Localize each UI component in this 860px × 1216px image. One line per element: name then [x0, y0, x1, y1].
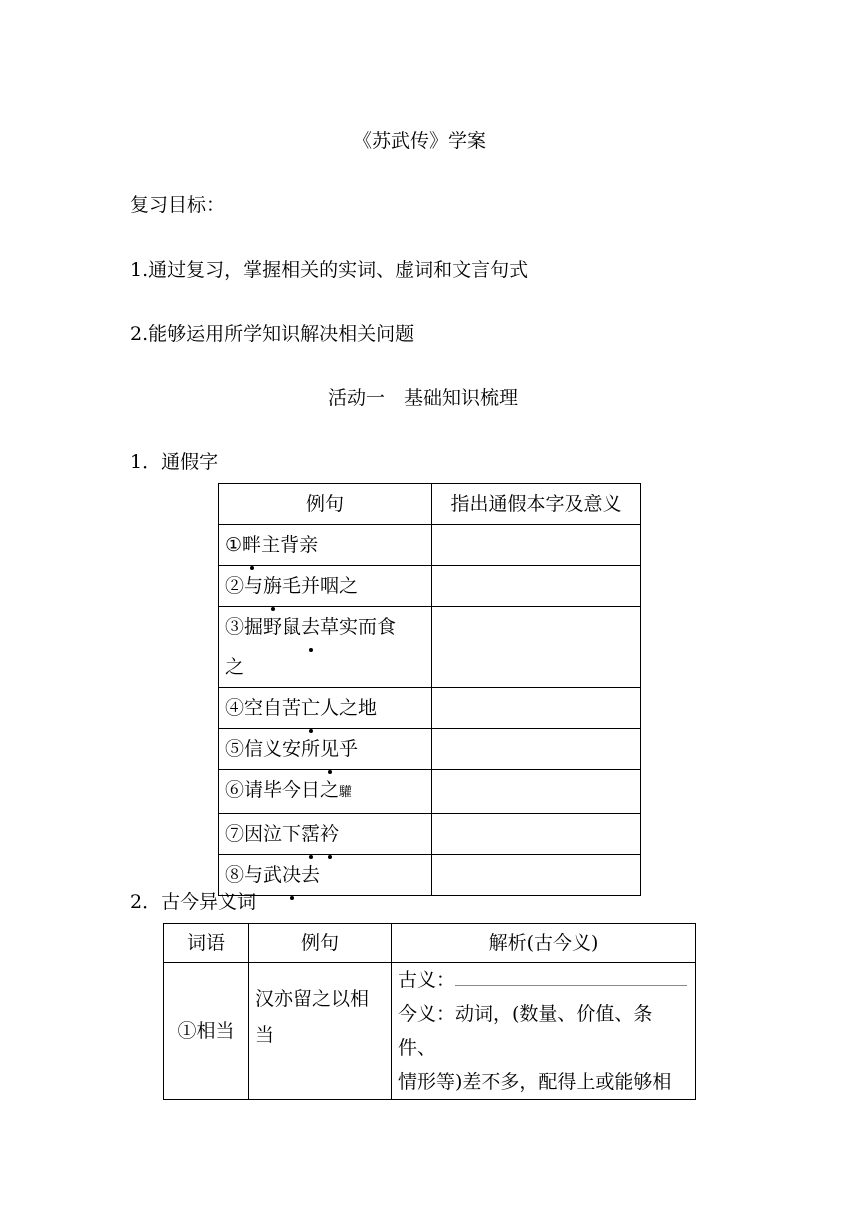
answer-cell[interactable] — [432, 770, 641, 814]
header-example: 例句 — [219, 484, 432, 525]
example-cell — [219, 525, 432, 566]
header-analysis: 解析(古今义) — [392, 924, 696, 963]
table-row — [219, 855, 641, 896]
example-text: 当 — [255, 1024, 275, 1046]
example-text: 毛并咽之 — [282, 575, 359, 597]
header-word: 词语 — [164, 924, 249, 963]
table-row — [219, 770, 641, 814]
emphasized-char: 去 — [301, 607, 320, 647]
small-char: 驩 — [339, 785, 353, 800]
example-text: 因泣下 — [244, 823, 302, 845]
example-text: 人之地 — [320, 697, 378, 719]
example-text: 空自苦 — [244, 697, 302, 719]
header-example: 例句 — [249, 924, 392, 963]
row-number: ① — [225, 534, 243, 556]
emphasized-char: 畔 — [242, 525, 261, 565]
emphasized-char: 衿 — [320, 814, 339, 854]
example-cell — [219, 566, 432, 607]
table-row — [219, 729, 641, 770]
row-number: ⑦ — [225, 823, 245, 845]
example-cell — [219, 688, 432, 729]
answer-cell[interactable] — [432, 855, 641, 896]
table-row — [164, 963, 696, 1100]
example-text: 主背亲 — [261, 534, 319, 556]
example-text: 与武 — [244, 864, 283, 886]
answer-cell[interactable] — [432, 566, 641, 607]
answer-cell[interactable] — [432, 729, 641, 770]
row-number: ② — [225, 575, 245, 597]
example-text: 乎 — [339, 738, 359, 760]
goal-item-2: 2.能够运用所学知识解决相关问题 — [130, 323, 415, 345]
table-row — [219, 688, 641, 729]
example-text: 掘野鼠 — [244, 616, 302, 638]
gujin-table — [163, 923, 696, 1100]
table-row — [219, 814, 641, 855]
goal-item-1: 1.通过复习，掌握相关的实词、虚词和文言句式 — [130, 259, 529, 281]
tongjia-table — [218, 483, 641, 896]
analysis-cell — [392, 963, 696, 1100]
emphasized-char: 亡 — [301, 688, 320, 728]
example-text: 汉亦留之以相 — [255, 988, 370, 1010]
emphasized-char: 霑 — [301, 814, 320, 854]
answer-cell[interactable] — [432, 688, 641, 729]
header-answer: 指出通假本字及意义 — [432, 484, 641, 525]
example-text: 草实而食 — [320, 616, 397, 638]
answer-cell[interactable] — [432, 607, 641, 688]
emphasized-char: 旃 — [263, 566, 282, 606]
row-number: ⑧ — [225, 864, 245, 886]
emphasized-char: 见 — [320, 729, 339, 769]
table-header-row — [164, 924, 696, 963]
example-text: 去 — [301, 864, 321, 886]
section2-heading: 2．古今异义词 — [130, 891, 257, 913]
ancient-blank[interactable] — [455, 967, 687, 986]
example-cell — [219, 814, 432, 855]
table-header-row — [219, 484, 641, 525]
example-text: 信义安所 — [244, 738, 321, 760]
example-text: 与 — [244, 575, 264, 597]
word-cell: ①相当 — [164, 963, 249, 1100]
goals-heading: 复习目标： — [130, 194, 226, 216]
row-number: ⑤ — [225, 738, 245, 760]
modern-meaning-line: 今义：动词，(数量、价值、条件、 — [398, 1003, 653, 1059]
activity-heading: 活动一 基础知识梳理 — [328, 387, 519, 409]
row-number: ⑥ — [225, 779, 245, 801]
ancient-label: 古义： — [398, 969, 456, 991]
example-cell — [249, 963, 392, 1100]
modern-meaning-line: 情形等)差不多，配得上或能够相 — [398, 1071, 672, 1093]
example-text: 请毕今日之 — [244, 779, 340, 801]
table-row — [219, 607, 641, 688]
emphasized-char: 决 — [282, 855, 301, 895]
section1-heading: 1．通假字 — [130, 451, 219, 473]
example-text: 之 — [225, 656, 245, 678]
example-cell — [219, 607, 432, 688]
answer-cell[interactable] — [432, 814, 641, 855]
page-title: 《苏武传》学案 — [353, 130, 487, 152]
table-row — [219, 525, 641, 566]
example-cell — [219, 770, 432, 814]
answer-cell[interactable] — [432, 525, 641, 566]
row-number: ④ — [225, 697, 245, 719]
table-row — [219, 566, 641, 607]
row-number: ③ — [225, 616, 245, 638]
example-cell — [219, 729, 432, 770]
